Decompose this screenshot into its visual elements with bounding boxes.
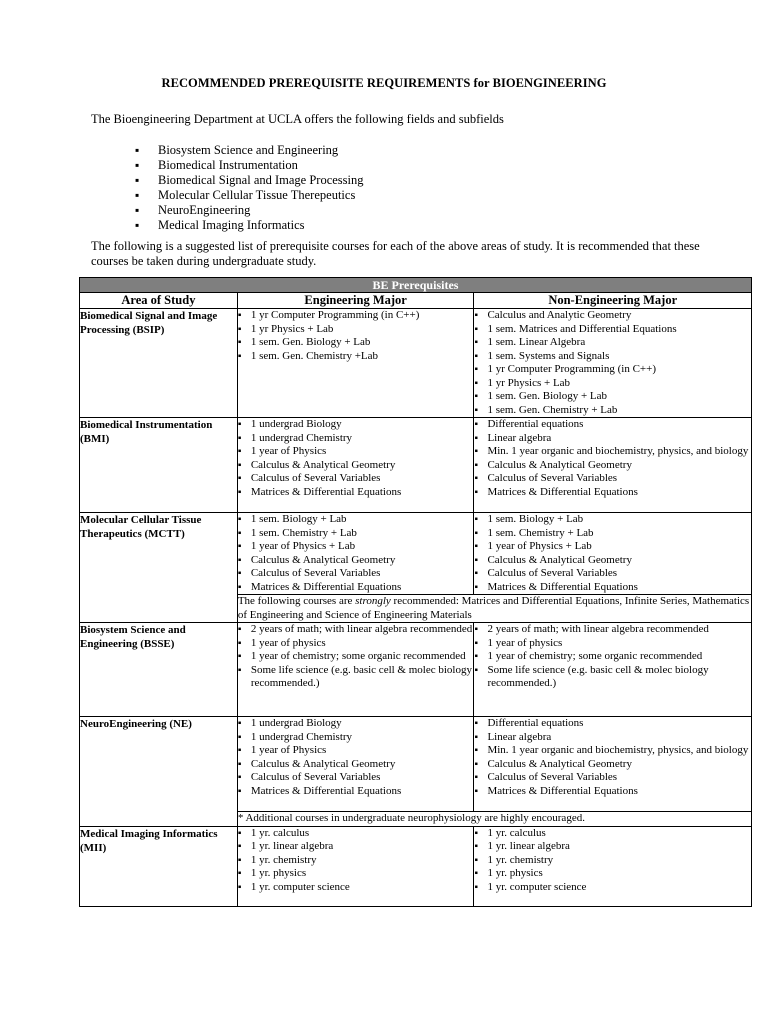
course-item: ▪ Some life science (e.g. basic cell & molec biology recommended.) xyxy=(238,664,474,691)
engineering-cell xyxy=(237,826,474,906)
course-item: ▪ Matrices & Differential Equations xyxy=(238,486,474,500)
course-item: ▪ Calculus & Analytical Geometry xyxy=(474,554,751,568)
course-item: ▪ Linear algebra xyxy=(474,432,751,446)
prerequisites-table xyxy=(79,277,752,907)
course-item: ▪ 1 year of physics xyxy=(238,637,474,651)
note-text: recommended: Matrices and Differential Equations, Infinite Series, Mathematics of Engineering and Science of Engineering Materials xyxy=(237,595,750,621)
engineering-cell xyxy=(237,513,474,595)
course-item: ▪ 1 sem. Linear Algebra xyxy=(474,336,751,350)
course-item: ▪ 1 yr. chemistry xyxy=(238,854,474,868)
note-text: The following courses are xyxy=(237,595,356,607)
non-engineering-cell xyxy=(474,623,752,717)
engineering-cell xyxy=(237,418,474,513)
column-header-non-engineering: Non-Engineering Major xyxy=(474,293,752,309)
field-item: ▪ Molecular Cellular Tissue Therepeutics xyxy=(135,188,364,203)
course-item: ▪ 1 sem. Gen. Chemistry +Lab xyxy=(238,350,474,364)
course-item: ▪ 1 yr. physics xyxy=(474,867,751,881)
course-item: ▪ Differential equations xyxy=(474,717,751,731)
course-item: ▪ 2 years of math; with linear algebra recommended xyxy=(238,623,474,637)
course-item: ▪ 1 yr. computer science xyxy=(238,881,474,895)
area-cell: NeuroEngineering (NE) xyxy=(80,717,238,827)
fields-list xyxy=(135,143,364,233)
course-item: ▪ Calculus of Several Variables xyxy=(474,472,751,486)
course-item: ▪ 1 yr. calculus xyxy=(238,827,474,841)
area-cell: Biomedical Signal and Image Processing (BSIP) xyxy=(80,309,238,418)
field-item: ▪ NeuroEngineering xyxy=(135,203,364,218)
course-item: ▪ Differential equations xyxy=(474,418,751,432)
course-item: ▪ Matrices & Differential Equations xyxy=(238,581,474,595)
table-row xyxy=(80,717,752,812)
course-item: ▪ 1 sem. Biology + Lab xyxy=(238,513,474,527)
course-item: ▪ Matrices & Differential Equations xyxy=(474,486,751,500)
area-cell: Biomedical Instrumentation (BMI) xyxy=(80,418,238,513)
course-item: ▪ Calculus of Several Variables xyxy=(474,771,751,785)
non-engineering-cell xyxy=(474,513,752,595)
course-item: ▪ Calculus of Several Variables xyxy=(238,771,474,785)
course-item: ▪ 1 sem. Biology + Lab xyxy=(474,513,751,527)
course-item: ▪ Matrices & Differential Equations xyxy=(474,785,751,799)
course-item: ▪ 1 yr Physics + Lab xyxy=(238,323,474,337)
course-item: ▪ 1 yr. calculus xyxy=(474,827,751,841)
course-item: ▪ 1 sem. Gen. Biology + Lab xyxy=(474,390,751,404)
table-row xyxy=(80,826,752,906)
course-item: ▪ 1 sem. Gen. Biology + Lab xyxy=(238,336,474,350)
course-item: ▪ 1 undergrad Biology xyxy=(238,418,474,432)
engineering-cell xyxy=(237,623,474,717)
table-row xyxy=(80,513,752,595)
table-row xyxy=(80,309,752,418)
area-cell: Medical Imaging Informatics (MII) xyxy=(80,826,238,906)
note-emphasis: strongly xyxy=(355,595,391,607)
course-item: ▪ 1 year of Physics xyxy=(238,445,474,459)
course-item: ▪ 1 sem. Matrices and Differential Equations xyxy=(474,323,751,337)
suggestion-paragraph: The following is a suggested list of prerequisite courses for each of the above areas of study. It is recommended that these courses be taken during undergraduate study. xyxy=(91,239,700,268)
course-item: ▪ Min. 1 year organic and biochemistry, physics, and biology xyxy=(474,744,751,758)
field-item: ▪ Biosystem Science and Engineering xyxy=(135,143,364,158)
course-item: ▪ 1 yr. linear algebra xyxy=(238,840,474,854)
course-item: ▪ Calculus of Several Variables xyxy=(474,567,751,581)
course-item: ▪ 1 undergrad Chemistry xyxy=(238,731,474,745)
course-item: ▪ 1 year of chemistry; some organic recommended xyxy=(238,650,474,664)
non-engineering-cell xyxy=(474,826,752,906)
area-cell: Biosystem Science and Engineering (BSSE) xyxy=(80,623,238,717)
non-engineering-cell xyxy=(474,418,752,513)
table-row xyxy=(80,418,752,513)
field-item: ▪ Biomedical Instrumentation xyxy=(135,158,364,173)
table-row xyxy=(80,623,752,717)
course-item: ▪ 2 years of math; with linear algebra recommended xyxy=(474,623,751,637)
course-item: ▪ 1 year of Physics + Lab xyxy=(238,540,474,554)
course-item: ▪ 1 year of chemistry; some organic recommended xyxy=(474,650,751,664)
course-item: ▪ 1 yr. physics xyxy=(238,867,474,881)
area-cell: Molecular Cellular Tissue Therapeutics (MCTT) xyxy=(80,513,238,623)
course-item: ▪ Calculus of Several Variables xyxy=(238,567,474,581)
course-item: ▪ Calculus & Analytical Geometry xyxy=(238,459,474,473)
intro-text: The Bioengineering Department at UCLA offers the following fields and subfields xyxy=(91,112,504,126)
course-item: ▪ Calculus & Analytical Geometry xyxy=(238,554,474,568)
recommendation-note xyxy=(237,595,751,623)
course-item: ▪ 1 sem. Chemistry + Lab xyxy=(238,527,474,541)
course-item: ▪ Matrices & Differential Equations xyxy=(474,581,751,595)
course-item: ▪ 1 yr Computer Programming (in C++) xyxy=(238,309,474,323)
course-item: ▪ 1 year of Physics + Lab xyxy=(474,540,751,554)
course-item: ▪ 1 undergrad Biology xyxy=(238,717,474,731)
course-item: ▪ Matrices & Differential Equations xyxy=(238,785,474,799)
course-item: ▪ Some life science (e.g. basic cell & molec biology recommended.) xyxy=(474,664,751,691)
course-item: ▪ 1 sem. Gen. Chemistry + Lab xyxy=(474,404,751,418)
non-engineering-cell xyxy=(474,717,752,812)
course-item: ▪ Calculus & Analytical Geometry xyxy=(474,758,751,772)
course-item: ▪ 1 yr. chemistry xyxy=(474,854,751,868)
document-title: RECOMMENDED PREREQUISITE REQUIREMENTS for BIOENGINEERING xyxy=(161,76,607,90)
course-item: ▪ 1 year of Physics xyxy=(238,744,474,758)
course-item: ▪ Calculus of Several Variables xyxy=(238,472,474,486)
engineering-cell xyxy=(237,717,474,812)
column-header-area: Area of Study xyxy=(80,293,238,309)
column-header-engineering: Engineering Major xyxy=(237,293,474,309)
course-item: ▪ 1 year of physics xyxy=(474,637,751,651)
table-band-header: BE Prerequisites xyxy=(80,278,752,293)
course-item: ▪ 1 sem. Chemistry + Lab xyxy=(474,527,751,541)
course-item: ▪ 1 yr. linear algebra xyxy=(474,840,751,854)
course-item: ▪ Calculus & Analytical Geometry xyxy=(474,459,751,473)
course-item: ▪ Min. 1 year organic and biochemistry, physics, and biology xyxy=(474,445,751,459)
engineering-cell xyxy=(237,309,474,418)
course-item: ▪ 1 yr Physics + Lab xyxy=(474,377,751,391)
non-engineering-cell xyxy=(474,309,752,418)
course-item: ▪ Calculus and Analytic Geometry xyxy=(474,309,751,323)
field-item: ▪ Biomedical Signal and Image Processing xyxy=(135,173,364,188)
field-item: ▪ Medical Imaging Informatics xyxy=(135,218,364,233)
course-item: ▪ 1 yr. computer science xyxy=(474,881,751,895)
course-item: ▪ 1 sem. Systems and Signals xyxy=(474,350,751,364)
neurophysiology-note: * Additional courses in undergraduate neurophysiology are highly encouraged. xyxy=(237,812,751,827)
course-item: ▪ Calculus & Analytical Geometry xyxy=(238,758,474,772)
course-item: ▪ 1 yr Computer Programming (in C++) xyxy=(474,363,751,377)
course-item: ▪ Linear algebra xyxy=(474,731,751,745)
course-item: ▪ 1 undergrad Chemistry xyxy=(238,432,474,446)
